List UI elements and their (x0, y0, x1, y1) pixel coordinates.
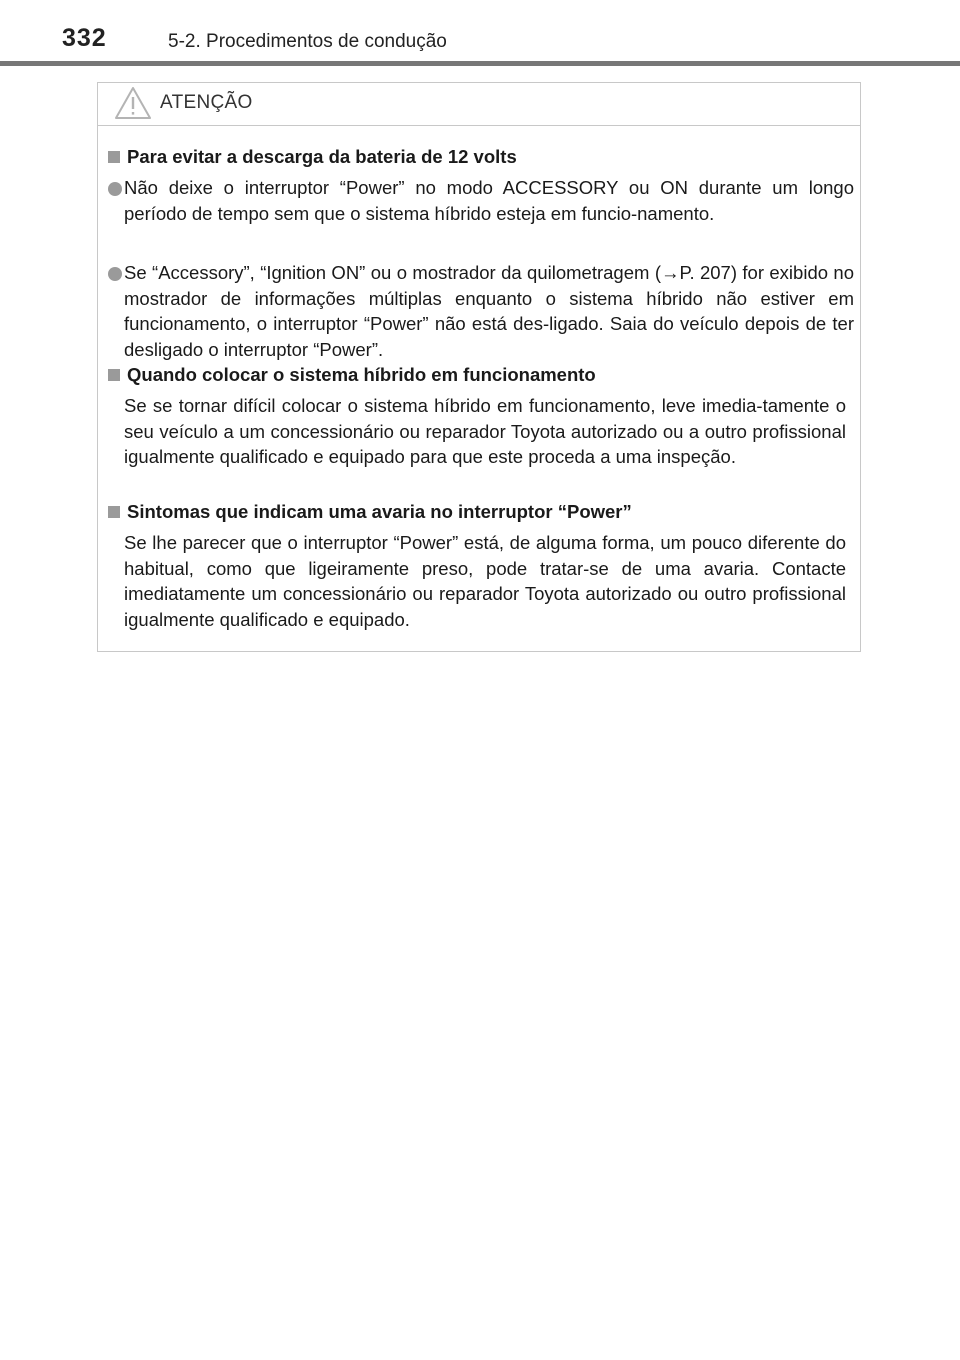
section-heading (108, 499, 632, 525)
square-bullet-icon (108, 369, 120, 381)
circle-bullet-icon (108, 267, 122, 281)
circle-bullet-icon (108, 182, 122, 196)
header-divider (0, 61, 960, 66)
list-item-text: Não deixe o interruptor “Power” no modo ACCESSORY ou ON durante um longo período de tempo sem que o sistema híbrido esteja em funcio-namento. (124, 177, 854, 224)
section-heading (108, 362, 596, 388)
section-heading-text: Sintomas que indicam uma avaria no interruptor “Power” (127, 501, 632, 522)
section-title: 5-2. Procedimentos de condução (168, 31, 447, 52)
page-header (0, 0, 960, 70)
warning-title: ATENÇÃO (160, 92, 253, 113)
warning-box (97, 82, 861, 652)
section-heading-text: Para evitar a descarga da bateria de 12 volts (127, 146, 517, 167)
square-bullet-icon (108, 506, 120, 518)
square-bullet-icon (108, 151, 120, 163)
page-number: 332 (62, 24, 107, 52)
warning-triangle-icon (114, 86, 152, 120)
warning-header (98, 83, 860, 126)
list-item-text: Se “Accessory”, “Ignition ON” ou o mostrador da quilometragem (→P. 207) for exibido no mostrador de informações múltiplas enquanto o sistema híbrido não estiver em funcionamento, o interruptor “Power” não está des-ligado. Saia do veículo depois de ter desligado o interruptor “Power”. (124, 262, 854, 360)
section-heading-text: Quando colocar o sistema híbrido em funcionamento (127, 364, 596, 385)
section-text: Se se tornar difícil colocar o sistema híbrido em funcionamento, leve imedia-tamente o seu veículo a um concessionário ou reparador Toyota autorizado ou a outro profissional igualmente qualificado e equipado para que este proceda a uma inspeção. (124, 395, 846, 467)
section-text: Se lhe parecer que o interruptor “Power” está, de alguma forma, um pouco diferente do habitual, como que ligeiramente preso, pode tratar-se de uma avaria. Contacte imediatamente um concessionário ou reparador Toyota autorizado ou outro profissional igualmente qualificado e equipado. (124, 532, 846, 630)
section-heading (108, 144, 517, 170)
